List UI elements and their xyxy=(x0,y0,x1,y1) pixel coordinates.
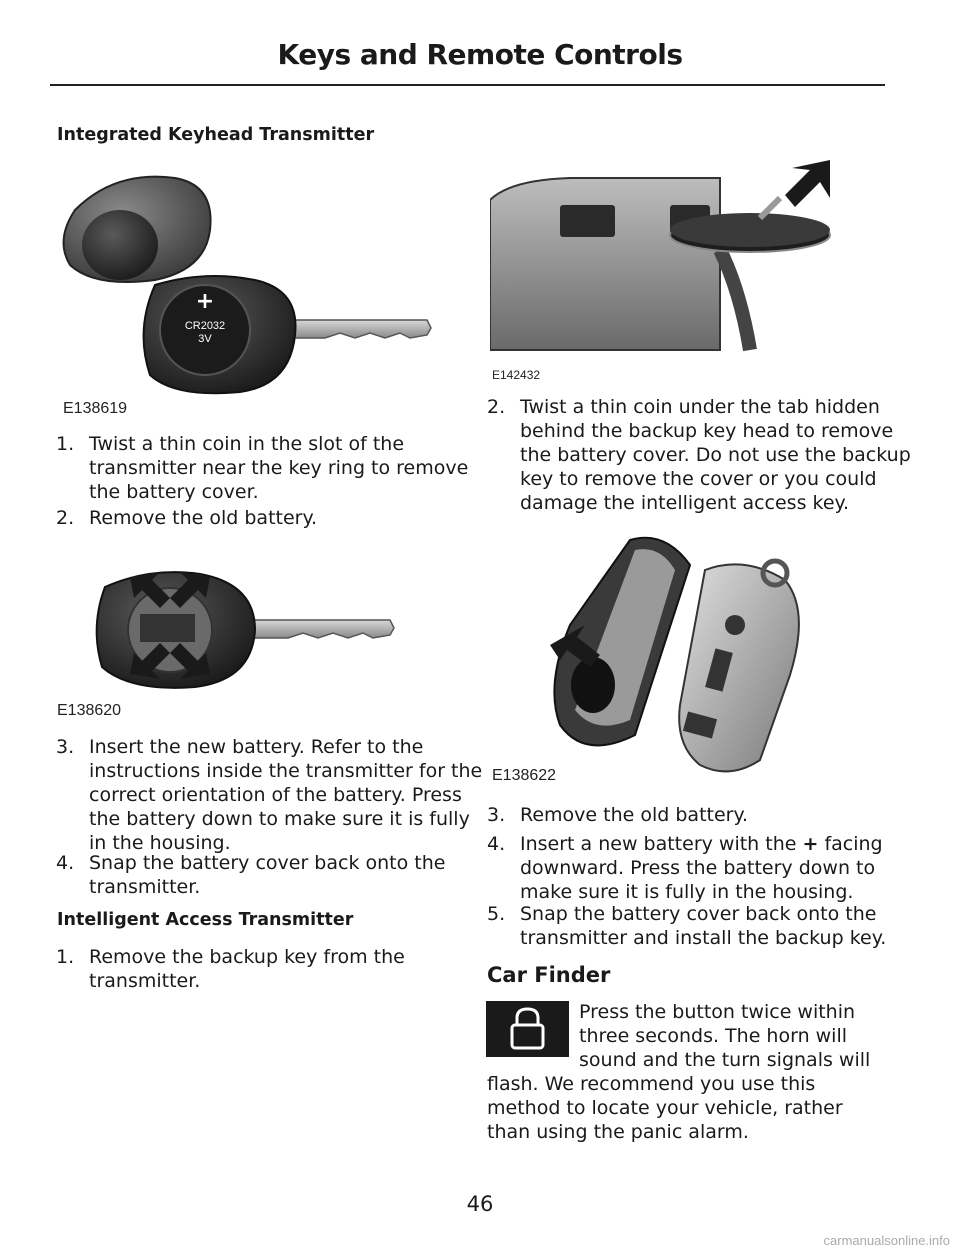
figure-label: E138620 xyxy=(57,702,122,719)
figure-intelligent-key-open xyxy=(545,535,815,780)
figure-battery-removal xyxy=(90,562,400,692)
battery-removal-illustration xyxy=(90,562,400,692)
plus-symbol: + xyxy=(802,833,819,855)
car-finder-text: flash. We recommend you use this method to locate your vehicle, rather than using the panic alarm. xyxy=(487,1073,843,1143)
coin-pry-illustration xyxy=(490,160,840,360)
list-item: 5. Snap the battery cover back onto the transmitter and install the backup key. xyxy=(487,903,887,949)
figure-keyhead-transmitter xyxy=(55,170,435,400)
list-item: 2. Remove the old battery. xyxy=(56,507,318,529)
page-title: Keys and Remote Controls xyxy=(277,38,683,71)
battery-model-text: CR2032 xyxy=(184,320,226,332)
car-finder-text-indented: Press the button twice within three seconds. The horn will sound and the turn signals will xyxy=(579,1001,871,1071)
intelligent-access-heading: Intelligent Access Transmitter xyxy=(57,910,354,930)
list-item: 3. Remove the old battery. xyxy=(487,804,749,826)
list-item: 1. Remove the backup key from the transmitter. xyxy=(56,946,405,992)
battery-plus-sign: + xyxy=(195,289,215,314)
list-item: 4. Insert a new battery with the + facing downward. Press the battery down to make sure it is fully in the housing. xyxy=(487,833,883,903)
list-item: 4. Snap the battery cover back onto the transmitter. xyxy=(56,852,446,898)
list-item: 2. Twist a thin coin under the tab hidden behind the backup key head to remove the battery cover. Do not use the backup key to remove the cover or you could damage the intelligent access key. xyxy=(487,396,911,514)
figure-label: E142432 xyxy=(492,368,541,382)
figure-label: E138619 xyxy=(63,400,128,417)
car-finder-heading: Car Finder xyxy=(487,963,611,987)
integrated-keyhead-heading: Integrated Keyhead Transmitter xyxy=(57,125,375,145)
header-rule xyxy=(50,84,885,86)
figure-label: E138622 xyxy=(492,767,557,784)
list-item: 1. Twist a thin coin in the slot of the transmitter near the key ring to remove the battery cover. xyxy=(56,433,469,503)
lock-icon xyxy=(486,1001,569,1057)
page-number: 46 xyxy=(466,1192,494,1216)
battery-voltage-text: 3V xyxy=(198,333,212,345)
keyhead-battery-illustration xyxy=(55,170,435,400)
figure-coin-pry xyxy=(490,160,840,360)
footer-url[interactable]: carmanualsonline.info xyxy=(823,1233,950,1248)
intelligent-key-illustration xyxy=(545,535,815,780)
list-item: 3. Insert the new battery. Refer to the instructions inside the transmitter for the correct orientation of the battery. Press the battery down to make sure it is fully in the housing. xyxy=(56,736,483,854)
